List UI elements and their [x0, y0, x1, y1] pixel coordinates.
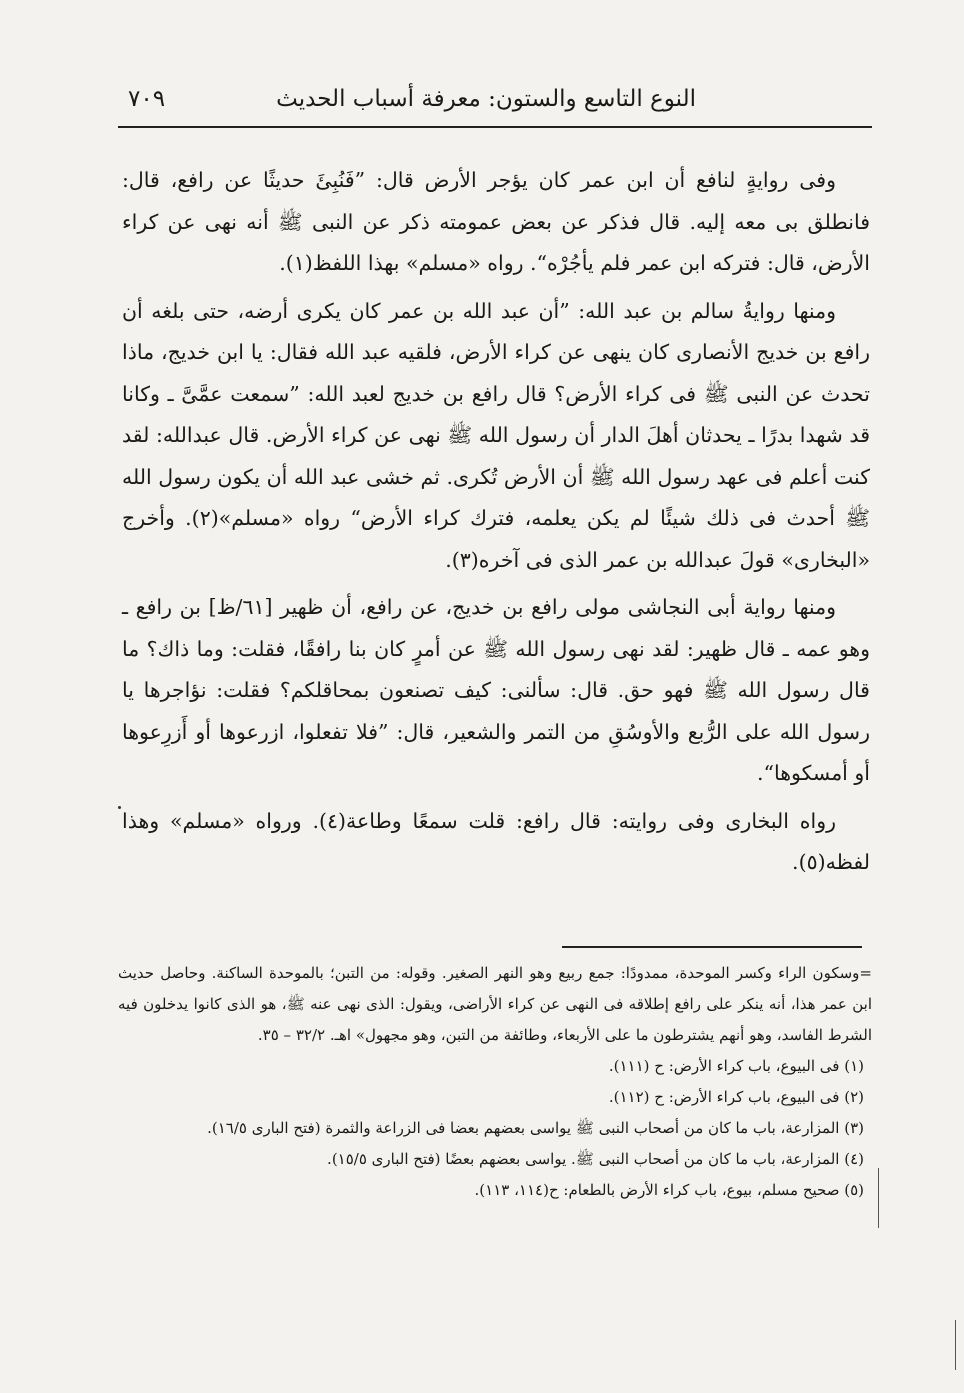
paragraph-salim-narration: ومنها روايةُ سالم بن عبد الله: ”أن عبد الله بن عمر كان يكرى أرضه، حتى بلغه أن رافع بن خديج الأنصارى كان ينهى عن كراء الأرض، فلقيه عبد الله فقال: يا ابن خديج، ماذا تحدث عن النبى ﷺ فى كراء الأرض؟ قال رافع بن خديج لعبد الله: ”سمعت عمَّىَّ ـ وكانا قد شهدا بدرًا ـ يحدثان أهلَ الدار أن رسول الله ﷺ نهى عن كراء الأرض. قال عبدالله: لقد كنت أعلم فى عهد رسول الله ﷺ أن الأرض تُكرى. ثم خشى عبد الله أن يكون رسول الله ﷺ أحدث فى ذلك شيئًا لم يكن يعلمه، فترك كراء الأرض“ رواه «مسلم»(٢). وأخرج «البخارى» قولَ عبدالله بن عمر الذى فى آخره(٣).: [122, 298, 871, 572]
header-title: النوع التاسع والستون: معرفة أسباب الحديث: [276, 86, 696, 112]
footnote-separator: [562, 946, 862, 948]
scan-speck: [118, 806, 121, 809]
footnote-4: (٤) المزارعة، باب ما كان من أصحاب النبى ﷺ. يواسى بعضهم بعضًا (فتح البارى ١٥/٥).: [327, 1150, 864, 1168]
footnote-2: (٢) فى البيوع، باب كراء الأرض: ح (١١٢).: [608, 1088, 864, 1106]
footnote-continuation: =وسكون الراء وكسر الموحدة، ممدودًا: جمع ربيع وهو النهر الصغير. وقوله: من التبن؛ بالموحدة الساكنة. وحاصل حديث ابن عمر هذا، أنه ينكر على رافع إطلاقه فى النهى عن كراء الأراضى، ويقول: الذى نهى عنه ﷺ، هو الذى كانوا يدخلون فيه الشرط الفاسد، وهو أنهم يشترطون ما على الأربعاء، وطائفة من التبن، وهو مجهول» اهـ. ٣٢/٢ – ٣٥.: [118, 964, 872, 1044]
paragraph-bukhari-note: رواه البخارى وفى روايته: قال رافع: قلت سمعًا وطاعة(٤). ورواه «مسلم» وهذا لفظه(٥).: [122, 808, 870, 874]
page-number: ٧٠٩: [128, 86, 166, 112]
paragraph-nafi-narration: وفى روايةٍ لنافع أن ابن عمر كان يؤجر الأرض قال: ”فَنُبِئَ حديثًا عن رافع، قال: فانطلق بى معه إليه. قال فذكر عن بعض عمومته ذكر عن النبى ﷺ أنه نهى عن كراء الأرض، قال: فتركه ابن عمر فلم يأجُرْه“. رواه «مسلم» بهذا اللفظ(١).: [122, 168, 870, 275]
footnotes: [118, 958, 872, 1206]
footnote-3: (٣) المزارعة، باب ما كان من أصحاب النبى ﷺ يواسى بعضهم بعضا فى الزراعة والثمرة (فتح البارى ١٦/٥).: [207, 1119, 864, 1137]
main-text: [122, 160, 870, 890]
scan-edge-mark: [955, 1320, 956, 1370]
running-header: [118, 82, 872, 128]
paragraph-najashi-narration: ومنها رواية أبى النجاشى مولى رافع بن خديج، عن رافع، أن ظهير [٦١/ظ] بن رافع ـ وهو عمه ـ قال ظهير: لقد نهى رسول الله ﷺ عن أمرٍ كان بنا رافقًا، فقلت: وما ذاك؟ ما قال رسول الله ﷺ فهو حق. قال: سألنى: كيف تصنعون بمحاقلكم؟ فقلت: نؤاجرها يا رسول الله على الرُّبع والأوسُقِ من التمر والشعير، قال: ”فلا تفعلوا، ازرعوها أو أَزرِعوها أو أمسكوها“.: [122, 595, 870, 785]
footnote-1: (١) فى البيوع، باب كراء الأرض: ح (١١١).: [608, 1057, 864, 1075]
scan-margin-mark: [878, 1168, 879, 1228]
footnote-5: (٥) صحيح مسلم، بيوع، باب كراء الأرض بالطعام: ح(١١٤، ١١٣).: [474, 1181, 864, 1199]
